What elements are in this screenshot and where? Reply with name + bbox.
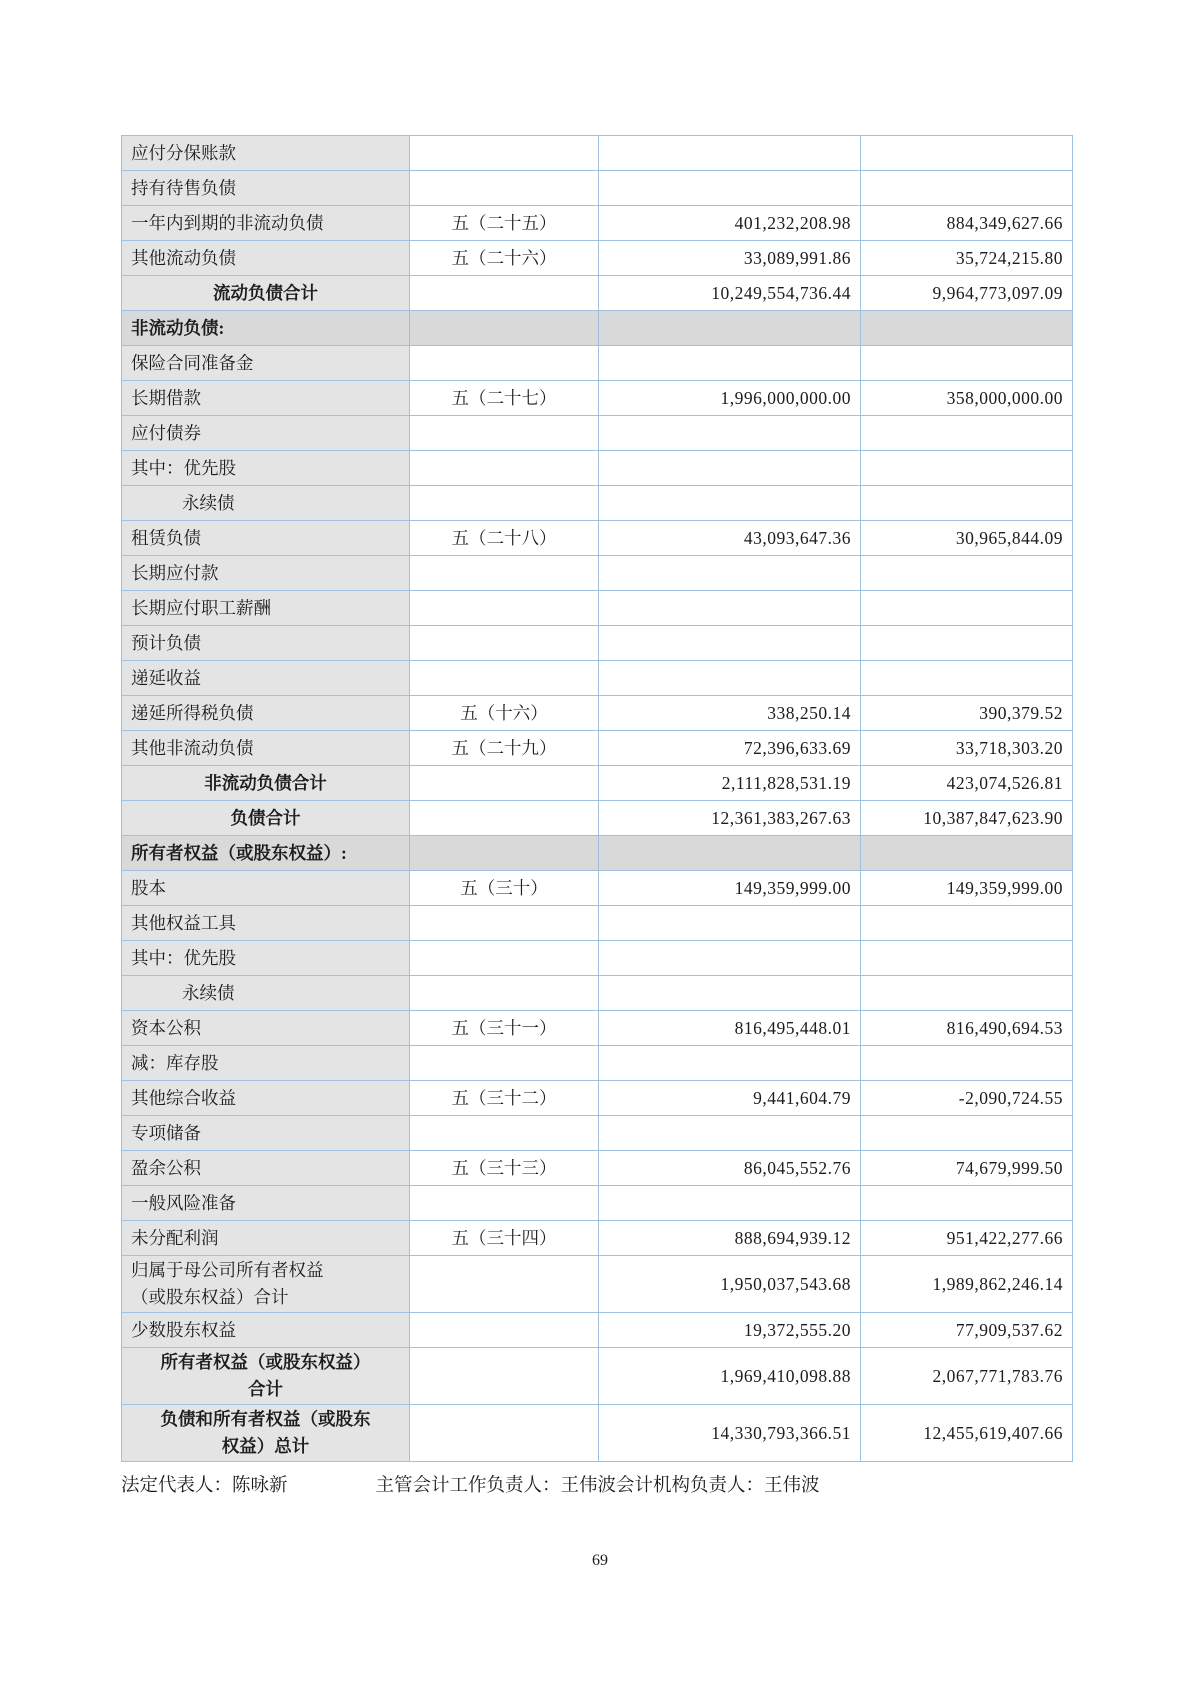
note-reference-cell	[410, 486, 599, 521]
note-reference-cell	[410, 836, 599, 871]
note-reference-cell	[410, 1348, 599, 1405]
amount-current-period-cell: 14,330,793,366.51	[599, 1405, 861, 1462]
item-label-cell: 永续债	[122, 486, 410, 521]
item-label-cell: 非流动负债:	[122, 311, 410, 346]
amount-prior-period-cell: 9,964,773,097.09	[861, 276, 1073, 311]
item-label-cell: 负债合计	[122, 801, 410, 836]
note-reference-cell	[410, 556, 599, 591]
amount-current-period-cell	[599, 171, 861, 206]
amount-current-period-cell	[599, 1116, 861, 1151]
note-reference-cell	[410, 1256, 599, 1313]
amount-prior-period-cell	[861, 346, 1073, 381]
note-reference-cell: 五（二十八）	[410, 521, 599, 556]
amount-prior-period-cell: 74,679,999.50	[861, 1151, 1073, 1186]
amount-current-period-cell: 888,694,939.12	[599, 1221, 861, 1256]
amount-current-period-cell: 1,969,410,098.88	[599, 1348, 861, 1405]
item-label-cell: 资本公积	[122, 1011, 410, 1046]
amount-prior-period-cell	[861, 171, 1073, 206]
amount-prior-period-cell: 358,000,000.00	[861, 381, 1073, 416]
table-row	[122, 556, 1073, 591]
note-reference-cell: 五（二十九）	[410, 731, 599, 766]
amount-current-period-cell: 149,359,999.00	[599, 871, 861, 906]
item-label-cell: 其他权益工具	[122, 906, 410, 941]
item-label-cell: 其他综合收益	[122, 1081, 410, 1116]
amount-prior-period-cell: 2,067,771,783.76	[861, 1348, 1073, 1405]
item-label-cell: 递延收益	[122, 661, 410, 696]
table-row	[122, 1046, 1073, 1081]
amount-current-period-cell: 816,495,448.01	[599, 1011, 861, 1046]
amount-current-period-cell: 1,996,000,000.00	[599, 381, 861, 416]
note-reference-cell	[410, 1405, 599, 1462]
amount-prior-period-cell	[861, 661, 1073, 696]
table-row	[122, 1011, 1073, 1046]
amount-current-period-cell: 2,111,828,531.19	[599, 766, 861, 801]
amount-current-period-cell	[599, 976, 861, 1011]
table-row	[122, 1186, 1073, 1221]
note-reference-cell	[410, 906, 599, 941]
page-content	[121, 135, 1077, 1497]
item-label-cell: 一般风险准备	[122, 1186, 410, 1221]
note-reference-cell	[410, 941, 599, 976]
amount-current-period-cell	[599, 136, 861, 171]
table-row	[122, 451, 1073, 486]
table-row	[122, 171, 1073, 206]
amount-current-period-cell: 33,089,991.86	[599, 241, 861, 276]
note-reference-cell: 五（二十六）	[410, 241, 599, 276]
signature-line	[121, 1471, 1077, 1497]
amount-current-period-cell: 401,232,208.98	[599, 206, 861, 241]
note-reference-cell	[410, 311, 599, 346]
table-row	[122, 381, 1073, 416]
item-label-cell: 永续债	[122, 976, 410, 1011]
amount-current-period-cell: 12,361,383,267.63	[599, 801, 861, 836]
note-reference-cell	[410, 976, 599, 1011]
amount-prior-period-cell: 30,965,844.09	[861, 521, 1073, 556]
note-reference-cell: 五（十六）	[410, 696, 599, 731]
table-row	[122, 1348, 1073, 1405]
amount-prior-period-cell: 884,349,627.66	[861, 206, 1073, 241]
amount-current-period-cell	[599, 626, 861, 661]
note-reference-cell	[410, 171, 599, 206]
amount-current-period-cell: 1,950,037,543.68	[599, 1256, 861, 1313]
item-label-cell: 专项储备	[122, 1116, 410, 1151]
table-row	[122, 661, 1073, 696]
accounting-responsible-text: 主管会计工作负责人：王伟波会计机构负责人：王伟波	[375, 1476, 820, 1496]
amount-current-period-cell	[599, 486, 861, 521]
table-row	[122, 1313, 1073, 1348]
item-label-cell: 持有待售负债	[122, 171, 410, 206]
note-reference-cell: 五（三十三）	[410, 1151, 599, 1186]
table-row	[122, 276, 1073, 311]
amount-current-period-cell	[599, 311, 861, 346]
table-row	[122, 871, 1073, 906]
amount-prior-period-cell: 77,909,537.62	[861, 1313, 1073, 1348]
item-label-cell: 应付分保账款	[122, 136, 410, 171]
table-row	[122, 486, 1073, 521]
amount-prior-period-cell	[861, 1046, 1073, 1081]
item-label-cell: 长期应付职工薪酬	[122, 591, 410, 626]
amount-current-period-cell	[599, 906, 861, 941]
item-label-cell: 所有者权益（或股东权益） 合计	[122, 1348, 410, 1405]
item-label-cell: 流动负债合计	[122, 276, 410, 311]
table-row	[122, 1221, 1073, 1256]
table-row	[122, 521, 1073, 556]
note-reference-cell	[410, 136, 599, 171]
item-label-cell: 保险合同准备金	[122, 346, 410, 381]
amount-current-period-cell	[599, 941, 861, 976]
item-label-cell: 其中：优先股	[122, 451, 410, 486]
amount-prior-period-cell: 390,379.52	[861, 696, 1073, 731]
amount-prior-period-cell: 423,074,526.81	[861, 766, 1073, 801]
table-row	[122, 801, 1073, 836]
table-row	[122, 626, 1073, 661]
table-row	[122, 136, 1073, 171]
amount-prior-period-cell	[861, 836, 1073, 871]
amount-prior-period-cell	[861, 486, 1073, 521]
amount-current-period-cell	[599, 1046, 861, 1081]
amount-current-period-cell: 338,250.14	[599, 696, 861, 731]
item-label-cell: 非流动负债合计	[122, 766, 410, 801]
note-reference-cell	[410, 661, 599, 696]
amount-prior-period-cell	[861, 556, 1073, 591]
table-row	[122, 976, 1073, 1011]
amount-current-period-cell: 10,249,554,736.44	[599, 276, 861, 311]
item-label-cell: 长期借款	[122, 381, 410, 416]
table-row	[122, 1151, 1073, 1186]
table-row	[122, 696, 1073, 731]
table-row	[122, 766, 1073, 801]
table-row	[122, 941, 1073, 976]
amount-prior-period-cell	[861, 1186, 1073, 1221]
note-reference-cell	[410, 416, 599, 451]
item-label-cell: 负债和所有者权益（或股东 权益）总计	[122, 1405, 410, 1462]
item-label-cell: 应付债券	[122, 416, 410, 451]
item-label-cell: 股本	[122, 871, 410, 906]
note-reference-cell: 五（三十）	[410, 871, 599, 906]
item-label-cell: 租赁负债	[122, 521, 410, 556]
amount-current-period-cell	[599, 416, 861, 451]
amount-prior-period-cell: 149,359,999.00	[861, 871, 1073, 906]
amount-prior-period-cell	[861, 976, 1073, 1011]
note-reference-cell	[410, 451, 599, 486]
amount-prior-period-cell: 951,422,277.66	[861, 1221, 1073, 1256]
amount-current-period-cell: 43,093,647.36	[599, 521, 861, 556]
amount-current-period-cell: 9,441,604.79	[599, 1081, 861, 1116]
note-reference-cell: 五（三十一）	[410, 1011, 599, 1046]
note-reference-cell	[410, 1186, 599, 1221]
item-label-cell: 一年内到期的非流动负债	[122, 206, 410, 241]
table-row	[122, 731, 1073, 766]
note-reference-cell	[410, 591, 599, 626]
balance-sheet-body	[122, 136, 1073, 1462]
amount-prior-period-cell	[861, 941, 1073, 976]
amount-prior-period-cell: 35,724,215.80	[861, 241, 1073, 276]
amount-prior-period-cell	[861, 416, 1073, 451]
note-reference-cell	[410, 1116, 599, 1151]
table-row	[122, 1405, 1073, 1462]
item-label-cell: 少数股东权益	[122, 1313, 410, 1348]
amount-prior-period-cell: -2,090,724.55	[861, 1081, 1073, 1116]
table-row	[122, 591, 1073, 626]
table-row	[122, 1256, 1073, 1313]
note-reference-cell: 五（二十五）	[410, 206, 599, 241]
item-label-cell: 盈余公积	[122, 1151, 410, 1186]
table-row	[122, 241, 1073, 276]
table-row	[122, 311, 1073, 346]
note-reference-cell	[410, 626, 599, 661]
item-label-cell: 其他非流动负债	[122, 731, 410, 766]
note-reference-cell: 五（二十七）	[410, 381, 599, 416]
amount-current-period-cell	[599, 661, 861, 696]
table-row	[122, 1081, 1073, 1116]
item-label-cell: 其他流动负债	[122, 241, 410, 276]
page-number: 69	[592, 1552, 608, 1569]
amount-prior-period-cell	[861, 1116, 1073, 1151]
item-label-cell: 归属于母公司所有者权益 （或股东权益）合计	[122, 1256, 410, 1313]
table-row	[122, 906, 1073, 941]
note-reference-cell: 五（三十四）	[410, 1221, 599, 1256]
item-label-cell: 未分配利润	[122, 1221, 410, 1256]
note-reference-cell	[410, 1313, 599, 1348]
amount-prior-period-cell	[861, 136, 1073, 171]
note-reference-cell	[410, 801, 599, 836]
amount-current-period-cell: 72,396,633.69	[599, 731, 861, 766]
amount-current-period-cell	[599, 591, 861, 626]
amount-prior-period-cell	[861, 591, 1073, 626]
amount-prior-period-cell	[861, 311, 1073, 346]
table-row	[122, 346, 1073, 381]
note-reference-cell	[410, 1046, 599, 1081]
amount-prior-period-cell: 33,718,303.20	[861, 731, 1073, 766]
amount-prior-period-cell: 1,989,862,246.14	[861, 1256, 1073, 1313]
table-row	[122, 836, 1073, 871]
amount-current-period-cell	[599, 451, 861, 486]
item-label-cell: 所有者权益（或股东权益）:	[122, 836, 410, 871]
item-label-cell: 递延所得税负债	[122, 696, 410, 731]
table-row	[122, 1116, 1073, 1151]
balance-sheet-table	[121, 135, 1073, 1462]
amount-current-period-cell	[599, 1186, 861, 1221]
item-label-cell: 预计负债	[122, 626, 410, 661]
amount-current-period-cell	[599, 556, 861, 591]
note-reference-cell	[410, 346, 599, 381]
amount-prior-period-cell	[861, 906, 1073, 941]
amount-current-period-cell: 19,372,555.20	[599, 1313, 861, 1348]
amount-current-period-cell	[599, 346, 861, 381]
amount-prior-period-cell: 10,387,847,623.90	[861, 801, 1073, 836]
legal-representative-text: 法定代表人：陈咏新	[121, 1476, 288, 1496]
amount-current-period-cell: 86,045,552.76	[599, 1151, 861, 1186]
note-reference-cell	[410, 276, 599, 311]
amount-prior-period-cell	[861, 626, 1073, 661]
table-row	[122, 206, 1073, 241]
note-reference-cell	[410, 766, 599, 801]
table-row	[122, 416, 1073, 451]
item-label-cell: 减：库存股	[122, 1046, 410, 1081]
item-label-cell: 其中：优先股	[122, 941, 410, 976]
amount-current-period-cell	[599, 836, 861, 871]
amount-prior-period-cell: 12,455,619,407.66	[861, 1405, 1073, 1462]
amount-prior-period-cell	[861, 451, 1073, 486]
note-reference-cell: 五（三十二）	[410, 1081, 599, 1116]
item-label-cell: 长期应付款	[122, 556, 410, 591]
amount-prior-period-cell: 816,490,694.53	[861, 1011, 1073, 1046]
